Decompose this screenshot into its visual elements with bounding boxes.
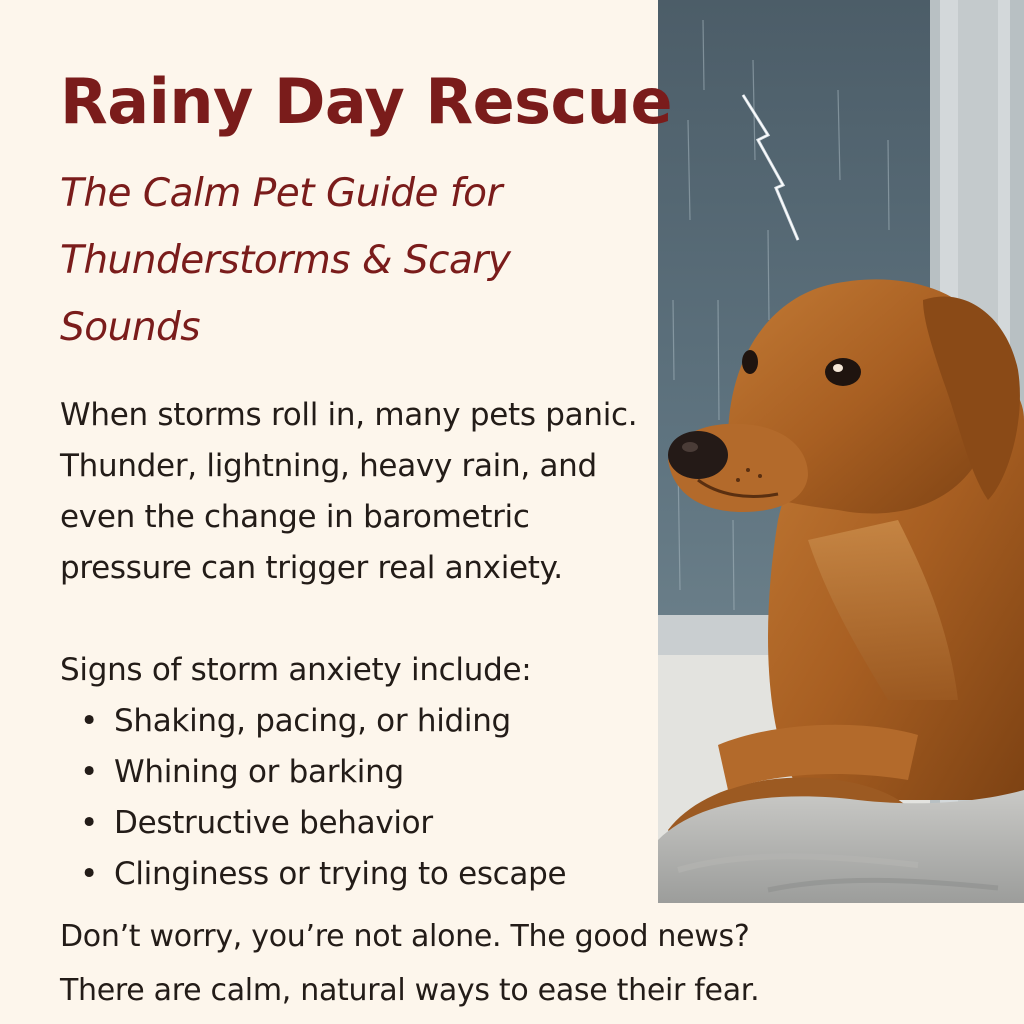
page-title: Rainy Day Rescue — [60, 65, 672, 138]
list-item — [80, 747, 566, 798]
signs-heading: Signs of storm anxiety include: — [60, 652, 532, 688]
list-item — [80, 696, 566, 747]
closing-paragraph — [60, 910, 1000, 1018]
list-item — [80, 798, 566, 849]
intro-paragraph: When storms roll in, many pets panic. Thunder, lightning, heavy rain, and even the change in barometric pressure can trigger real anxiety. — [60, 397, 638, 586]
page-subtitle: The Calm Pet Guide for Thunderstorms & Scary Sounds — [60, 171, 511, 350]
bullet-icon: • — [80, 805, 98, 841]
list-item-text: Clinginess or trying to escape — [114, 856, 567, 892]
bullet-icon: • — [80, 856, 98, 892]
bullet-icon: • — [80, 754, 98, 790]
signs-list — [80, 696, 566, 900]
list-item-text: Shaking, pacing, or hiding — [114, 703, 511, 739]
closing-line-2: There are calm, natural ways to ease their fear. — [60, 973, 760, 1008]
closing-line-1: Don’t worry, you’re not alone. The good news? — [60, 919, 750, 954]
list-item-text: Whining or barking — [114, 754, 404, 790]
list-item — [80, 849, 566, 900]
list-item-text: Destructive behavior — [114, 805, 433, 841]
bullet-icon: • — [80, 703, 98, 739]
